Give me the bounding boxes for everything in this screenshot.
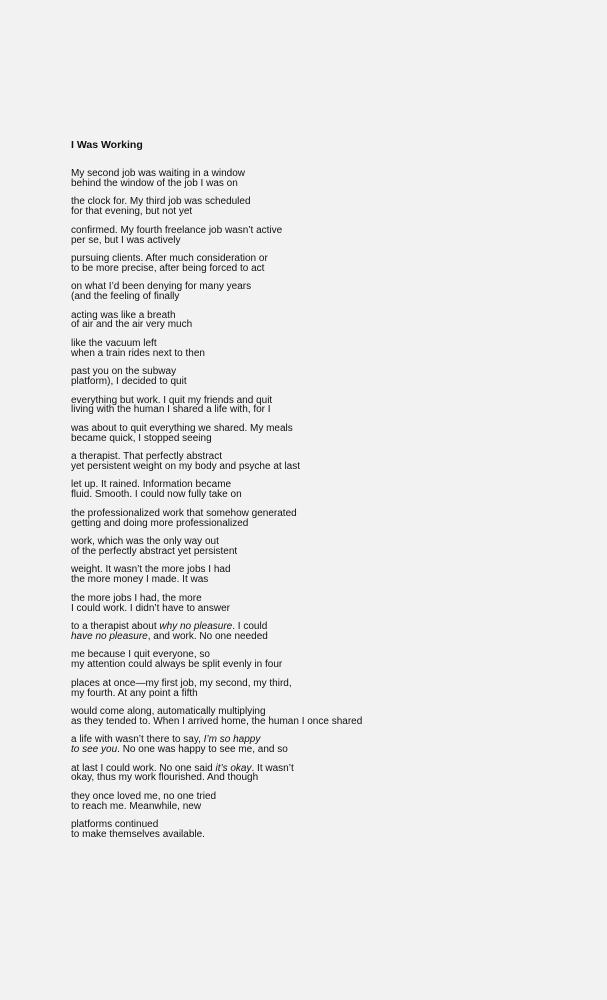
poem-text: at last I could work. No one said [71, 762, 216, 774]
poem-italic-text: it’s okay [215, 762, 252, 774]
poem-text: they once loved me, no one tried [71, 790, 217, 802]
poem-text: of air and the air very much [71, 319, 193, 331]
poem-text: work, which was the only way out [71, 536, 219, 548]
poem-text: confirmed. My fourth freelance job wasn’t active [71, 224, 283, 236]
poem-stanza [71, 254, 591, 274]
poem-line [71, 405, 591, 415]
poem-line [71, 207, 591, 217]
poem-text: on what I’d been denying for many years [71, 281, 252, 293]
poem-italic-text: why no pleasure [159, 621, 233, 632]
poem-text: to make themselves available. [71, 829, 205, 841]
poem-text: weight. It wasn’t the more jobs I had [71, 564, 231, 576]
poem-line [71, 745, 591, 755]
poem-text: was about to quit everything we shared. My meals [71, 422, 293, 434]
poem-text: like the vacuum left [71, 337, 157, 349]
poem-stanza [71, 339, 591, 359]
poem-stanza [71, 650, 591, 670]
poem-stanza [71, 480, 591, 500]
poem-text: fluid. Smooth. I could now fully take on [71, 489, 242, 501]
poem-stanza [71, 565, 591, 585]
poem-title: I Was Working [71, 139, 143, 151]
poem-text: me because I quit everyone, so [71, 649, 210, 661]
poem-italic-text: to see you [71, 744, 118, 756]
poem-body [71, 169, 591, 840]
poem-text: my fourth. At any point a fifth [71, 687, 198, 699]
poem-stanza [71, 707, 591, 727]
poem-text: a therapist. That perfectly abstract [71, 451, 223, 463]
poem-line [71, 490, 591, 500]
poem-text: to be more precise, after being forced to act [71, 262, 265, 274]
poem-stanza [71, 735, 591, 755]
poem-text: everything but work. I quit my friends and quit [71, 394, 273, 406]
poem-line [71, 660, 591, 670]
poem-line [71, 349, 591, 359]
poem-italic-text: have no pleasure [71, 630, 148, 642]
poem-line [71, 519, 591, 529]
poem-text: acting was like a breath [71, 309, 176, 321]
poem-stanza [71, 169, 591, 189]
poem-stanza [71, 197, 591, 217]
poem-line [71, 547, 591, 557]
poem-text: . No one was happy to see me, and so [117, 744, 288, 756]
poem-text: the clock for. My third job was scheduled [71, 196, 251, 208]
poem-stanza [71, 424, 591, 444]
poem-stanza [71, 226, 591, 246]
poem-text: as they tended to. When I arrived home, the human I once shared [71, 715, 363, 727]
poem-text: platforms continued [71, 819, 159, 831]
poem-stanza [71, 820, 591, 840]
poem-text: getting and doing more professionalized [71, 517, 249, 529]
poem-line [71, 292, 591, 302]
poem-text: would come along, automatically multiplying [71, 705, 266, 717]
poem-page [71, 139, 591, 849]
poem-line [71, 830, 591, 840]
poem-italic-text: I’m so happy [203, 734, 261, 746]
poem-stanza [71, 509, 591, 529]
poem-line [71, 802, 591, 812]
poem-text: living with the human I shared a life with, for I [71, 404, 271, 416]
poem-text: . It wasn’t [251, 762, 294, 774]
poem-text: per se, but I was actively [71, 234, 181, 246]
poem-text: yet persistent weight on my body and psyche at last [71, 461, 301, 473]
poem-text: my attention could always be split evenly in four [71, 659, 283, 671]
poem-stanza [71, 764, 591, 784]
poem-text: when a train rides next to then [71, 347, 205, 359]
poem-line [71, 773, 591, 783]
poem-text: let up. It rained. Information became [71, 479, 232, 491]
poem-stanza [71, 622, 591, 642]
poem-stanza [71, 311, 591, 331]
poem-text: the more jobs I had, the more [71, 592, 202, 604]
poem-line [71, 575, 591, 585]
poem-text: I could work. I didn’t have to answer [71, 602, 230, 614]
poem-stanza [71, 396, 591, 416]
poem-text: to reach me. Meanwhile, new [71, 800, 202, 812]
poem-text: behind the window of the job I was on [71, 177, 238, 189]
poem-line [71, 689, 591, 699]
poem-text: for that evening, but not yet [71, 206, 193, 218]
poem-stanza [71, 679, 591, 699]
poem-line [71, 632, 591, 642]
poem-line [71, 179, 591, 189]
poem-stanza [71, 792, 591, 812]
poem-line [71, 462, 591, 472]
poem-text: the more money I made. It was [71, 574, 209, 586]
poem-line [71, 264, 591, 274]
poem-stanza [71, 537, 591, 557]
poem-text: , and work. No one needed [147, 630, 268, 642]
poem-line [71, 604, 591, 614]
poem-text: past you on the subway [71, 366, 177, 378]
poem-text: the professionalized work that somehow generated [71, 507, 297, 519]
poem-text: places at once—my first job, my second, my third, [71, 677, 292, 689]
poem-text: okay, thus my work flourished. And though [71, 772, 259, 784]
poem-line [71, 377, 591, 387]
poem-text: platform), I decided to quit [71, 376, 187, 388]
poem-text: a life with wasn’t there to say, [71, 734, 204, 746]
poem-text: to a therapist about [71, 621, 160, 632]
poem-text: (and the feeling of finally [71, 291, 180, 303]
poem-stanza [71, 452, 591, 472]
poem-line [71, 320, 591, 330]
poem-text: pursuing clients. After much consideration or [71, 252, 268, 264]
poem-line [71, 717, 591, 727]
poem-line [71, 236, 591, 246]
poem-text: . I could [232, 621, 268, 632]
poem-stanza [71, 282, 591, 302]
poem-stanza [71, 594, 591, 614]
poem-text: became quick, I stopped seeing [71, 432, 212, 444]
poem-text: My second job was waiting in a window [71, 168, 245, 179]
poem-stanza [71, 367, 591, 387]
poem-line [71, 434, 591, 444]
poem-text: of the perfectly abstract yet persistent [71, 545, 238, 557]
